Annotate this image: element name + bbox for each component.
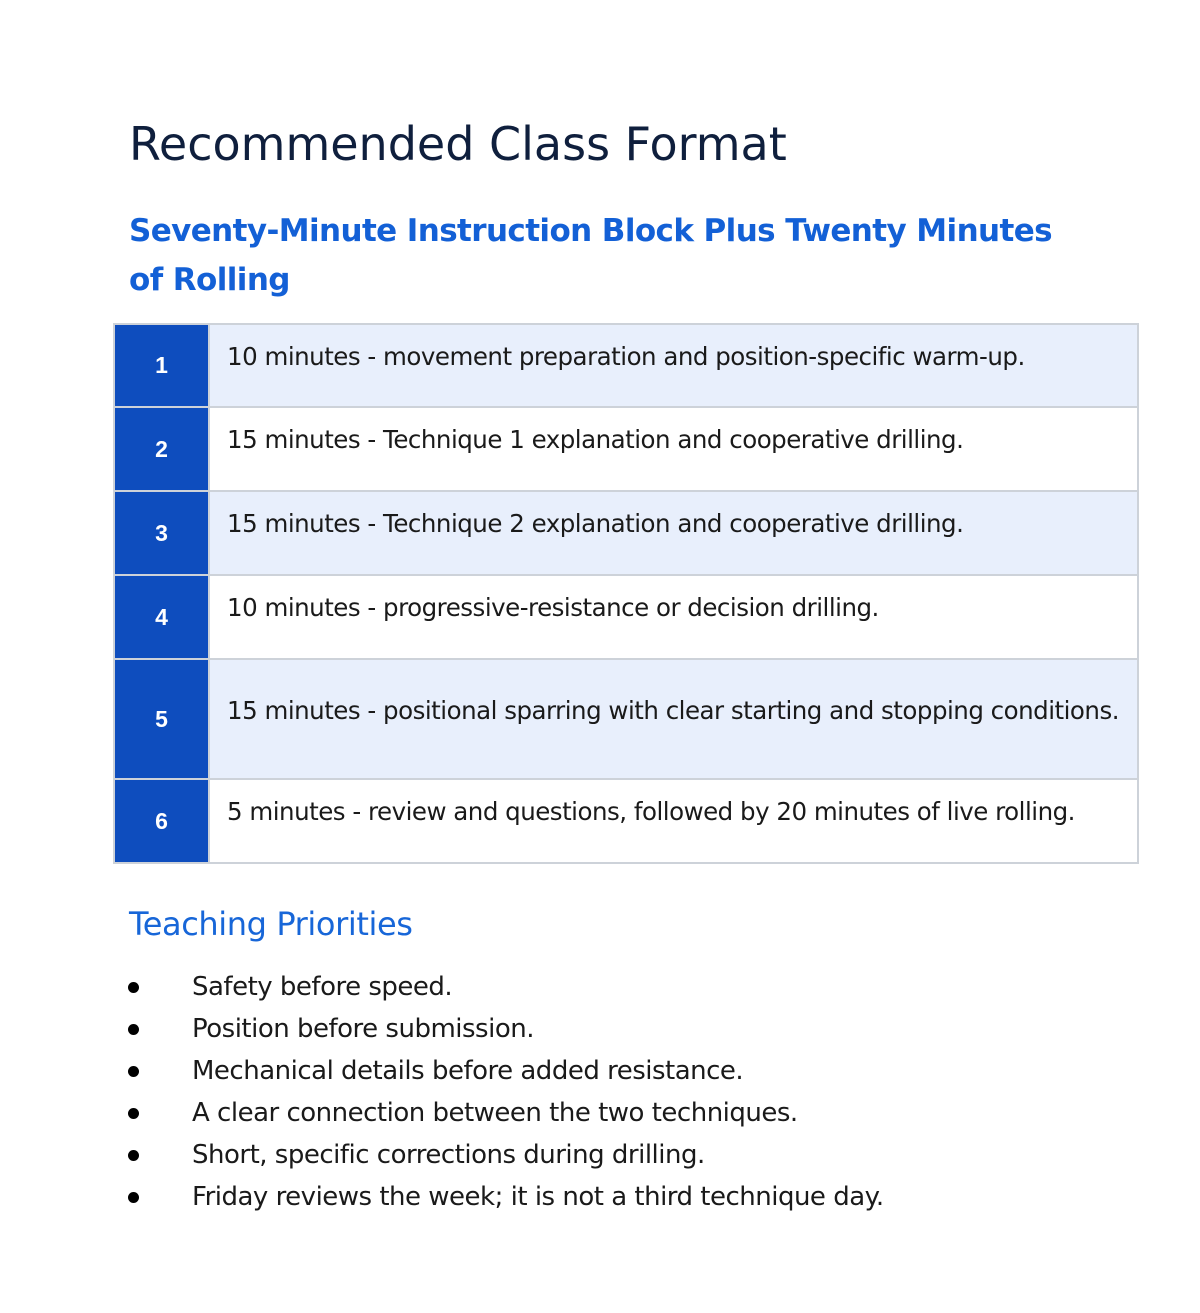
priority-text: Position before submission. — [192, 1014, 534, 1044]
step-number: 1 — [114, 324, 209, 407]
schedule-row — [114, 491, 1138, 575]
schedule-row — [114, 324, 1138, 407]
page-title: Recommended Class Format — [129, 117, 787, 171]
step-text — [209, 659, 1138, 779]
subtitle: Seventy-Minute Instruction Block Plus Twenty Minutes of Rolling — [129, 213, 1053, 298]
step-text — [209, 407, 1138, 491]
bullet-icon — [128, 1150, 139, 1161]
schedule-row — [114, 659, 1138, 779]
step-text — [209, 324, 1138, 407]
priority-text: A clear connection between the two techniques. — [192, 1098, 798, 1128]
step-text-label: 10 minutes - progressive-resistance or decision drilling. — [227, 592, 879, 622]
step-number: 2 — [114, 407, 209, 491]
step-text-label: 15 minutes - positional sparring with clear starting and stopping conditions. — [227, 696, 1119, 725]
bullet-icon — [128, 1066, 139, 1077]
bullet-icon — [128, 1192, 139, 1203]
schedule-table — [113, 323, 1139, 864]
schedule-row — [114, 779, 1138, 863]
priority-text: Short, specific corrections during drilling. — [192, 1140, 705, 1170]
schedule-row — [114, 407, 1138, 491]
step-number: 6 — [114, 779, 209, 863]
step-number: 3 — [114, 491, 209, 575]
step-text — [209, 491, 1138, 575]
step-text — [209, 779, 1138, 863]
bullet-icon — [128, 982, 139, 993]
teaching-priorities-heading: Teaching Priorities — [129, 905, 413, 943]
step-number: 5 — [114, 659, 209, 779]
bullet-icon — [128, 1024, 139, 1035]
step-text-label: 15 minutes - Technique 1 explanation and cooperative drilling. — [227, 424, 964, 454]
priority-text: Friday reviews the week; it is not a third technique day. — [192, 1182, 884, 1212]
bullet-icon — [128, 1108, 139, 1119]
schedule-row — [114, 575, 1138, 659]
step-text — [209, 575, 1138, 659]
priority-text: Safety before speed. — [192, 972, 453, 1002]
step-text-label: 15 minutes - Technique 2 explanation and cooperative drilling. — [227, 508, 964, 538]
step-text-label: 5 minutes - review and questions, followed by 20 minutes of live rolling. — [227, 796, 1075, 826]
step-number: 4 — [114, 575, 209, 659]
priority-text: Mechanical details before added resistance. — [192, 1056, 744, 1086]
step-text-label: 10 minutes - movement preparation and position-specific warm-up. — [227, 342, 1025, 371]
